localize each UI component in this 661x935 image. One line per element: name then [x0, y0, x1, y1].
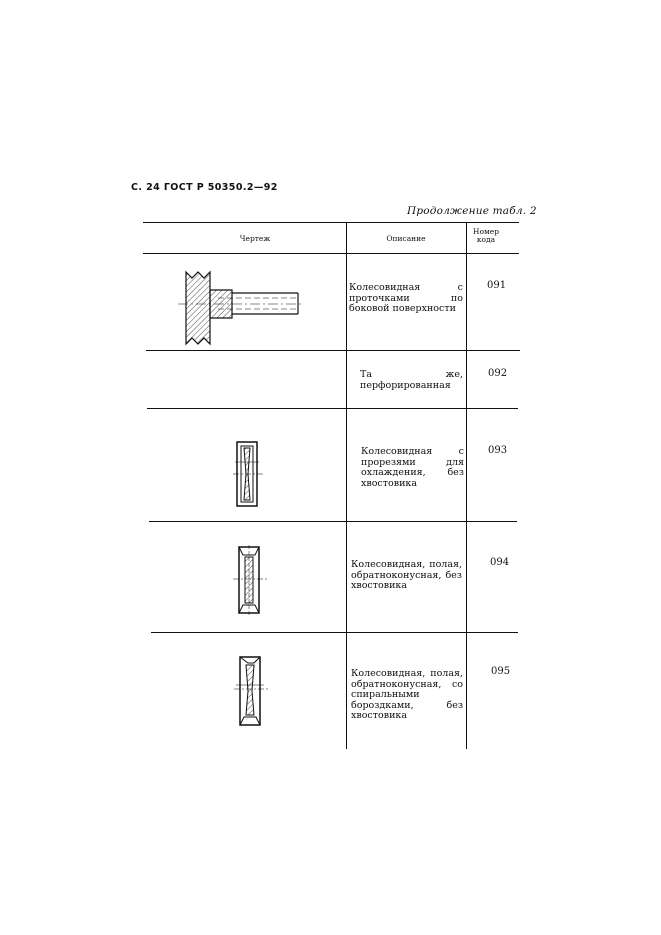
column-separator-2 — [466, 222, 467, 749]
row-description: Колесовидная, полая, обратноконусная, без хвостовика — [351, 559, 462, 591]
row-description: Та же, перфорированная — [360, 369, 463, 391]
row-description: Колесовидная, полая, обратноконусная, со спиральными бороздками, без хвостовика — [351, 668, 463, 721]
row-description: Колесовидная с проточками по боковой поверхности — [349, 282, 463, 314]
slotted-wheel-icon — [231, 440, 267, 508]
row-separator — [151, 632, 518, 633]
column-header-code: Номер кода — [472, 227, 500, 244]
wheel-with-shank-icon — [178, 266, 303, 350]
page-header: С. 24 ГОСТ Р 50350.2—92 — [131, 182, 278, 193]
row-description: Колесовидная с прорезями для охлаждения, без хвостовика — [361, 446, 464, 489]
column-separator-1 — [346, 222, 347, 749]
hollow-reverse-cone-wheel-icon — [233, 545, 269, 615]
row-separator — [149, 521, 517, 522]
spiral-groove-wheel-icon — [234, 655, 270, 727]
row-code: 094 — [490, 557, 510, 568]
column-header-description: Описание — [386, 234, 426, 243]
table-top-border — [143, 222, 519, 223]
row-separator — [147, 408, 518, 409]
row-code: 092 — [488, 368, 508, 379]
row-separator — [146, 350, 520, 351]
row-code: 095 — [491, 666, 511, 677]
table-continuation-label: Продолжение табл. 2 — [407, 205, 537, 217]
row-code: 091 — [487, 280, 507, 291]
table-header-bottom-border — [143, 253, 519, 254]
row-code: 093 — [488, 445, 508, 456]
column-header-drawing: Чертеж — [239, 234, 271, 243]
